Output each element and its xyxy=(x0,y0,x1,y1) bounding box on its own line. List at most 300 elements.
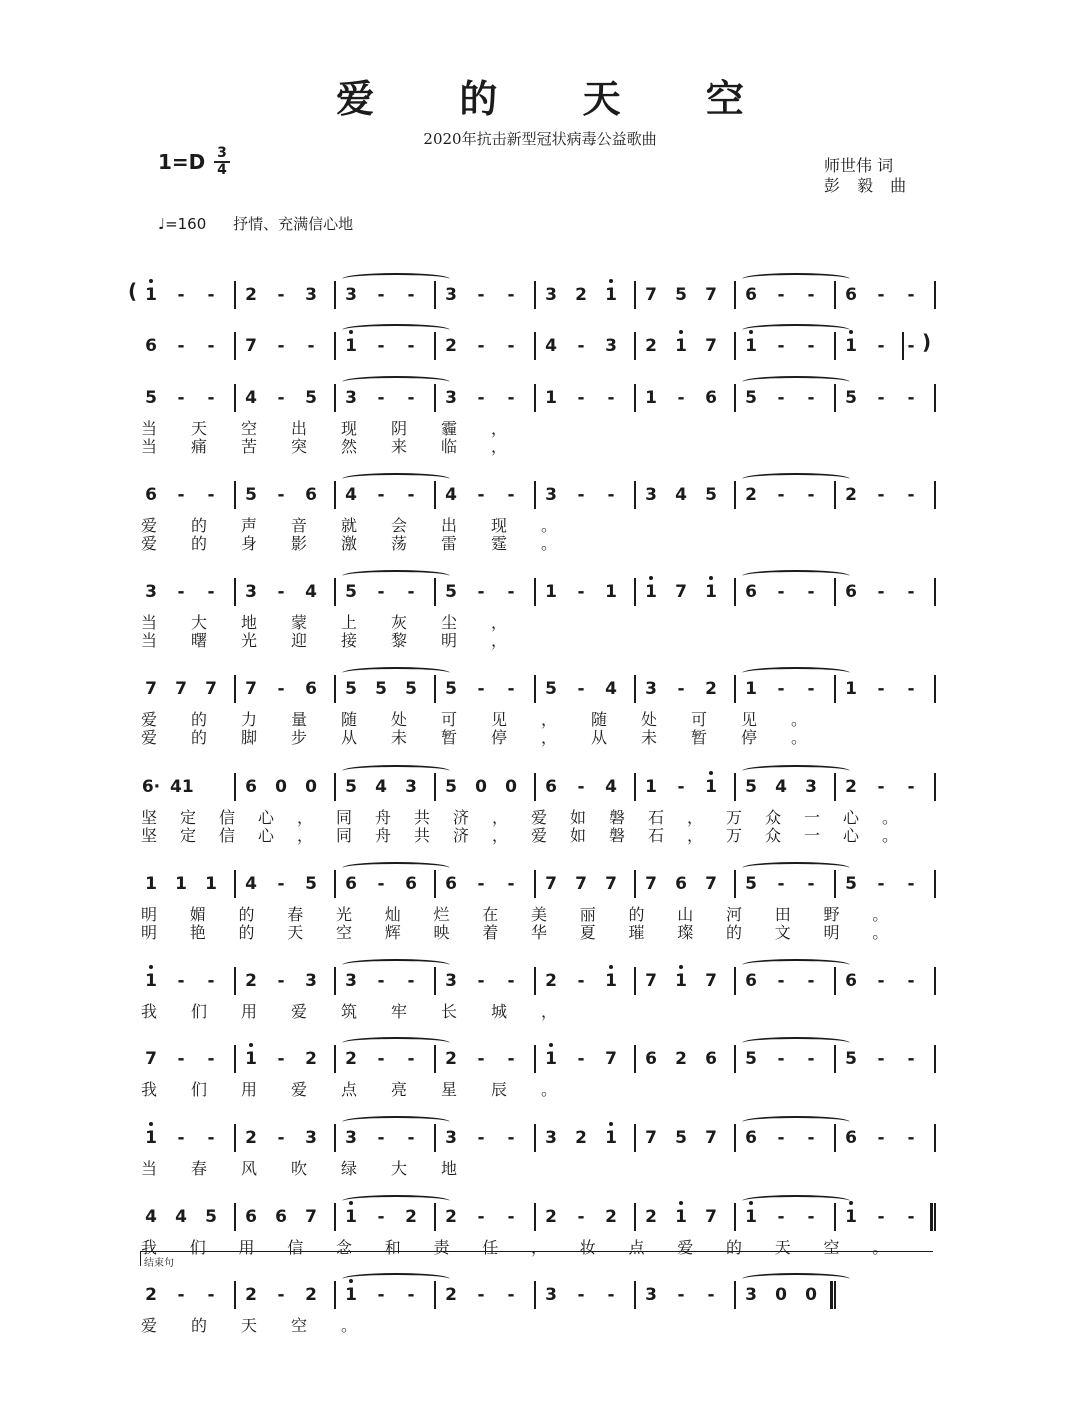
note-extension: - xyxy=(577,388,585,408)
note: 3 xyxy=(345,1128,357,1148)
lyric-char: ， xyxy=(491,808,508,827)
coda-bracket xyxy=(140,1251,933,1266)
lyric-char: 荡 xyxy=(390,534,407,553)
barline xyxy=(434,1124,436,1152)
note: 7 xyxy=(245,336,257,356)
note-extension: - xyxy=(377,1207,385,1227)
tie-slur xyxy=(342,376,450,388)
lyric-char: ， xyxy=(530,1238,547,1257)
lyric-char: 共 xyxy=(413,808,430,827)
note-extension: - xyxy=(477,336,485,356)
lyric-char: 共 xyxy=(413,826,430,845)
note-extension: - xyxy=(377,336,385,356)
note: 1 xyxy=(840,336,862,356)
lyric-char: 来 xyxy=(390,437,407,456)
lyric-char: 爱 xyxy=(140,710,157,729)
note-extension: - xyxy=(507,1049,515,1069)
lyric-char: 信 xyxy=(218,826,235,845)
lyric-char: 舟 xyxy=(374,826,391,845)
lyric-char: 天 xyxy=(190,419,207,438)
note-extension: - xyxy=(277,285,285,305)
lyric-verse-1 xyxy=(138,1313,938,1333)
lyric-char: 量 xyxy=(290,710,307,729)
composer: 彭 毅 曲 xyxy=(824,176,913,195)
note: 1 xyxy=(670,336,692,356)
note-extension: - xyxy=(677,1285,685,1305)
note: 2 xyxy=(445,1049,457,1069)
barline xyxy=(734,332,736,360)
lyric-char: 用 xyxy=(240,1002,257,1021)
lyric-char: ， xyxy=(490,631,507,650)
note: 0 xyxy=(505,777,517,797)
barline xyxy=(334,1203,336,1231)
barline xyxy=(334,870,336,898)
note-extension: - xyxy=(507,874,515,894)
note: 3 xyxy=(445,285,457,305)
lyric-char: 光 xyxy=(240,631,257,650)
note-extension: - xyxy=(807,388,815,408)
lyric-char: 着 xyxy=(482,923,499,942)
note: 2 xyxy=(445,1207,457,1227)
note: 5 xyxy=(375,679,387,699)
note: 6 xyxy=(845,1128,857,1148)
note-extension: - xyxy=(577,777,585,797)
lyric-char: ， xyxy=(296,808,313,827)
barline xyxy=(634,481,636,509)
note-extension: - xyxy=(177,336,185,356)
note: 1 xyxy=(340,1207,362,1227)
notation-row xyxy=(138,963,938,993)
barline xyxy=(834,332,836,360)
lyric-verse-1 xyxy=(138,1077,938,1097)
lyric-verse-1 xyxy=(138,416,938,436)
lyric-char: 现 xyxy=(490,516,507,535)
note: 1 xyxy=(340,336,362,356)
notation-row xyxy=(138,328,938,358)
lyric-char: 石 xyxy=(647,808,664,827)
note-extension: - xyxy=(607,485,615,505)
tie-slur xyxy=(742,1116,850,1128)
note: 1 xyxy=(140,971,162,991)
tie-slur xyxy=(742,959,850,971)
note: 2 xyxy=(675,1049,687,1069)
lyric-char: 天 xyxy=(240,1316,257,1335)
note-extension: - xyxy=(407,336,415,356)
note: 5 xyxy=(675,1128,687,1148)
note: 6 xyxy=(275,1207,287,1227)
lyric-char: ， xyxy=(296,826,313,845)
lyric-char: 未 xyxy=(640,728,657,747)
barline xyxy=(634,870,636,898)
lyric-char: 明 xyxy=(140,923,157,942)
barline xyxy=(534,1124,536,1152)
tie-slur xyxy=(742,324,850,336)
note: 5 xyxy=(445,582,457,602)
lyric-char: ， xyxy=(686,808,703,827)
note-extension: - xyxy=(277,1128,285,1148)
note-extension: - xyxy=(277,582,285,602)
lyric-char: 霾 xyxy=(440,419,457,438)
barline xyxy=(434,332,436,360)
lyric-char: 如 xyxy=(569,808,586,827)
lyric-char: 当 xyxy=(140,613,157,632)
note-extension: - xyxy=(477,1207,485,1227)
lyric-char: 的 xyxy=(190,516,207,535)
tie-slur xyxy=(342,1273,450,1285)
note-extension: - xyxy=(877,679,885,699)
note: 6 xyxy=(345,874,357,894)
lyric-char: 城 xyxy=(490,1002,507,1021)
note: 2 xyxy=(345,1049,357,1069)
barline xyxy=(234,1124,236,1152)
note: 7 xyxy=(645,1128,657,1148)
note: 4 xyxy=(175,1207,187,1227)
note-extension: - xyxy=(777,1049,785,1069)
note-extension: - xyxy=(877,388,885,408)
key-signature: 1=D xyxy=(158,150,206,174)
note-extension: - xyxy=(407,1049,415,1069)
note: 1 xyxy=(745,679,757,699)
lyric-char: 点 xyxy=(628,1238,645,1257)
note: 3 xyxy=(245,582,257,602)
note-extension: - xyxy=(377,1128,385,1148)
note: 7 xyxy=(705,1128,717,1148)
lyric-char: 河 xyxy=(725,905,742,924)
barline xyxy=(534,384,536,412)
note-extension: - xyxy=(277,1049,285,1069)
tie-slur xyxy=(342,273,450,285)
lyric-char: 。 xyxy=(540,534,557,553)
note: 6 xyxy=(145,485,157,505)
barline xyxy=(534,967,536,995)
tie-slur xyxy=(742,376,850,388)
note-extension: - xyxy=(377,285,385,305)
lyric-char: 明 xyxy=(140,905,157,924)
note: 1 xyxy=(545,388,557,408)
note: 5 xyxy=(205,1207,217,1227)
lyric-char: 处 xyxy=(640,710,657,729)
note-extension: - xyxy=(177,582,185,602)
note: 6 xyxy=(405,874,417,894)
note: 6 xyxy=(145,336,157,356)
lyric-char: 筑 xyxy=(340,1002,357,1021)
note: 3 xyxy=(345,285,357,305)
meter-bottom: 4 xyxy=(217,162,227,178)
lyric-verse-1 xyxy=(138,513,938,533)
lyric-char: 当 xyxy=(140,631,157,650)
barline xyxy=(434,1045,436,1073)
note-extension: - xyxy=(777,388,785,408)
lyric-char: 。 xyxy=(881,826,898,845)
barline xyxy=(334,481,336,509)
lyric-char: 停 xyxy=(740,728,757,747)
lyric-char: ， xyxy=(490,419,507,438)
barline xyxy=(334,773,336,801)
barline xyxy=(902,332,904,360)
barline xyxy=(434,967,436,995)
barline xyxy=(734,578,736,606)
notation-row xyxy=(138,866,938,896)
lyric-char: 明 xyxy=(440,631,457,650)
note-extension: - xyxy=(877,285,885,305)
note: 5 xyxy=(745,1049,757,1069)
note: 4 xyxy=(305,582,317,602)
note-extension: - xyxy=(807,874,815,894)
tempo-marking xyxy=(158,213,353,234)
lyric-verse-2 xyxy=(138,434,938,454)
notation-row xyxy=(138,1041,938,1071)
meter-top: 3 xyxy=(214,146,230,163)
note: 5 xyxy=(305,388,317,408)
note: 3 xyxy=(345,971,357,991)
note-extension: - xyxy=(807,336,815,356)
lyric-char: 当 xyxy=(140,437,157,456)
note: 1 xyxy=(600,971,622,991)
note: 4 xyxy=(545,336,557,356)
lyric-char: 爱 xyxy=(140,516,157,535)
note-extension: - xyxy=(777,1128,785,1148)
lyric-char: 春 xyxy=(287,905,304,924)
lyric-char: ， xyxy=(540,728,557,747)
lyric-char: 蒙 xyxy=(290,613,307,632)
barline xyxy=(734,384,736,412)
lyric-char: 临 xyxy=(440,437,457,456)
lyric-char: 曙 xyxy=(190,631,207,650)
note-extension: - xyxy=(507,388,515,408)
lyric-char: 雷 xyxy=(440,534,457,553)
note: 3 xyxy=(605,336,617,356)
note-extension: - xyxy=(207,388,215,408)
lyric-char: 明 xyxy=(823,923,840,942)
barline xyxy=(834,384,836,412)
lyric-char: 艳 xyxy=(189,923,206,942)
lyric-char: ， xyxy=(686,826,703,845)
note: 3 xyxy=(445,971,457,991)
note: 2 xyxy=(305,1049,317,1069)
note-extension: - xyxy=(507,1128,515,1148)
note: 6 xyxy=(745,971,757,991)
note: 5 xyxy=(845,874,857,894)
lyric-char: 上 xyxy=(340,613,357,632)
lyric-char: 风 xyxy=(240,1159,257,1178)
lyric-char: 我 xyxy=(140,1002,157,1021)
note-extension: - xyxy=(677,388,685,408)
lyric-char: 。 xyxy=(790,728,807,747)
note-extension: - xyxy=(377,1285,385,1305)
barline xyxy=(634,332,636,360)
barline xyxy=(834,675,836,703)
lyric-char: 定 xyxy=(179,826,196,845)
note: 1 xyxy=(700,777,722,797)
note-extension: - xyxy=(177,485,185,505)
note-extension: - xyxy=(277,679,285,699)
note: 3 xyxy=(645,679,657,699)
note: 4 xyxy=(675,485,687,505)
note-extension: - xyxy=(507,1207,515,1227)
notation-row xyxy=(138,1199,938,1229)
barline xyxy=(234,384,236,412)
lyric-char: 身 xyxy=(240,534,257,553)
note: 1 xyxy=(545,582,557,602)
lyric-verse-1 xyxy=(138,805,938,825)
note-extension: - xyxy=(807,1128,815,1148)
barline xyxy=(234,1281,236,1309)
lyric-char: 爱 xyxy=(290,1002,307,1021)
note: 1 xyxy=(140,285,162,305)
barline xyxy=(534,332,536,360)
lyric-char: 步 xyxy=(290,728,307,747)
note-extension: - xyxy=(877,582,885,602)
note: 3 xyxy=(345,388,357,408)
note-extension: - xyxy=(377,874,385,894)
barline xyxy=(734,870,736,898)
barline xyxy=(734,675,736,703)
note-extension: - xyxy=(177,285,185,305)
lyric-char: 灿 xyxy=(384,905,401,924)
note-extension: - xyxy=(407,285,415,305)
note-extension: - xyxy=(277,971,285,991)
lyric-char: 就 xyxy=(340,516,357,535)
note: 5 xyxy=(745,777,757,797)
note: 1 xyxy=(540,1049,562,1069)
note-extension: - xyxy=(907,971,915,991)
tie-slur xyxy=(742,273,850,285)
lyric-char: 未 xyxy=(390,728,407,747)
lyric-char: 坚 xyxy=(140,808,157,827)
barline xyxy=(934,481,936,509)
lyric-char: 定 xyxy=(179,808,196,827)
note: 7 xyxy=(545,874,557,894)
note: 2 xyxy=(575,1128,587,1148)
note: 0 xyxy=(805,1285,817,1305)
note: 2 xyxy=(605,1207,617,1227)
note-extension: - xyxy=(377,582,385,602)
barline xyxy=(234,1203,236,1231)
lyric-char: 爱 xyxy=(140,534,157,553)
note-extension: - xyxy=(407,1128,415,1148)
note-extension: - xyxy=(277,388,285,408)
lyric-char: 从 xyxy=(590,728,607,747)
note: 1 xyxy=(845,679,857,699)
tie-slur xyxy=(742,765,850,777)
note: 3 xyxy=(445,388,457,408)
lyric-char: 光 xyxy=(335,905,352,924)
note: 5 xyxy=(145,388,157,408)
barline xyxy=(934,384,936,412)
note-extension: - xyxy=(507,582,515,602)
note: 6 xyxy=(245,1207,257,1227)
note-extension: - xyxy=(177,388,185,408)
note: 0 xyxy=(305,777,317,797)
note: 2 xyxy=(245,285,257,305)
tempo-value: ♩=160 xyxy=(158,215,207,233)
barline xyxy=(834,870,836,898)
lyric-char: 脚 xyxy=(240,728,257,747)
lyric-char: 众 xyxy=(764,808,781,827)
note: 5 xyxy=(845,388,857,408)
notation-row xyxy=(138,477,938,507)
note: 6 xyxy=(705,1049,717,1069)
barline xyxy=(234,773,236,801)
tie-slur xyxy=(742,667,850,679)
note: 2 xyxy=(445,336,457,356)
note: 2 xyxy=(245,971,257,991)
lyric-char: ， xyxy=(540,1002,557,1021)
note: 4 xyxy=(245,388,257,408)
lyric-char: 可 xyxy=(440,710,457,729)
lyric-char: 。 xyxy=(872,1238,889,1257)
barline xyxy=(534,481,536,509)
lyric-char: 信 xyxy=(218,808,235,827)
barline xyxy=(334,967,336,995)
note: 6 xyxy=(845,285,857,305)
lyric-char: 吹 xyxy=(290,1159,307,1178)
lyric-char: 空 xyxy=(335,923,352,942)
note-extension: - xyxy=(477,1285,485,1305)
lyric-char: 山 xyxy=(677,905,694,924)
note-extension: - xyxy=(877,1207,885,1227)
barline xyxy=(334,332,336,360)
note: 4 xyxy=(245,874,257,894)
barline xyxy=(734,481,736,509)
lyric-verse-1 xyxy=(138,902,938,922)
note-extension: - xyxy=(377,485,385,505)
note: 4 xyxy=(145,1207,157,1227)
note: 5 xyxy=(845,1049,857,1069)
lyric-char: 我 xyxy=(140,1080,157,1099)
note-extension: - xyxy=(177,1285,185,1305)
tie-slur xyxy=(742,570,850,582)
note: 0 xyxy=(775,1285,787,1305)
lyric-char: 见 xyxy=(740,710,757,729)
note: 5 xyxy=(305,874,317,894)
note-extension: - xyxy=(577,971,585,991)
note: 4 xyxy=(775,777,787,797)
note-extension: - xyxy=(807,582,815,602)
lyric-char: 野 xyxy=(823,905,840,924)
barline xyxy=(434,675,436,703)
tie-slur xyxy=(742,1273,850,1285)
note: 1 xyxy=(670,1207,692,1227)
note: 7 xyxy=(205,679,217,699)
note-extension: - xyxy=(177,1128,185,1148)
note-extension: - xyxy=(907,679,915,699)
note-extension: - xyxy=(407,1285,415,1305)
note: 1 xyxy=(240,1049,262,1069)
lyric-char: 我 xyxy=(140,1238,157,1257)
lyric-char: 苦 xyxy=(240,437,257,456)
lyric-char: 力 xyxy=(240,710,257,729)
lyric-char: 任 xyxy=(482,1238,499,1257)
barline xyxy=(434,1281,436,1309)
note: 6 xyxy=(845,582,857,602)
barline xyxy=(634,1203,636,1231)
note: 1 xyxy=(145,874,157,894)
note: 3 xyxy=(645,485,657,505)
note-extension: - xyxy=(207,1285,215,1305)
lyric-char: 信 xyxy=(287,1238,304,1257)
lyric-verse-2 xyxy=(138,823,938,843)
lyric-verse-2 xyxy=(138,628,938,648)
note: 7 xyxy=(305,1207,317,1227)
note-extension: - xyxy=(477,971,485,991)
note: 3 xyxy=(805,777,817,797)
lyric-char: 用 xyxy=(238,1238,255,1257)
note-extension: - xyxy=(207,582,215,602)
barline xyxy=(934,967,936,995)
lyric-char: 尘 xyxy=(440,613,457,632)
note: 6 xyxy=(305,485,317,505)
